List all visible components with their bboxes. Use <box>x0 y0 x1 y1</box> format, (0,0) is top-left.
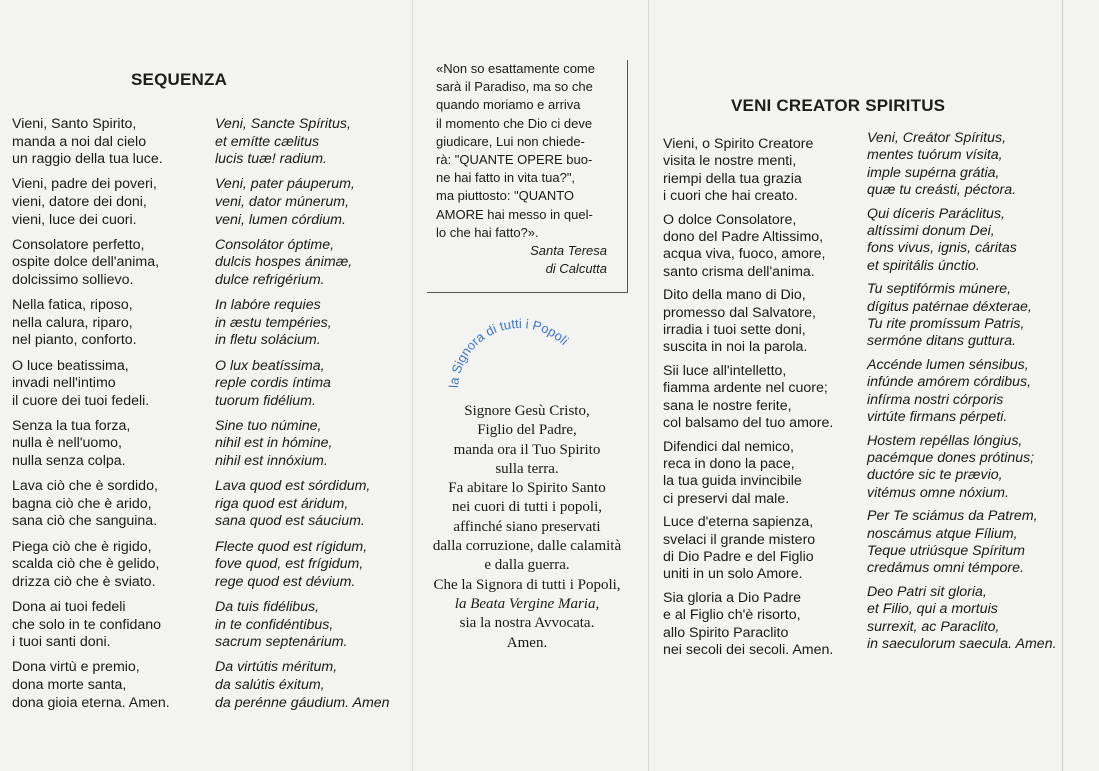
stanza <box>663 439 833 509</box>
page-edge <box>1062 0 1063 771</box>
verse-line: infúnde amórem córdibus, <box>867 374 1032 391</box>
verse-line: Dona virtù e premio, <box>12 659 140 676</box>
veni-latin-column <box>867 130 1057 659</box>
verse-line: Vieni, Santo Spirito, <box>12 116 137 132</box>
verse-line: nulla senza colpa. <box>12 453 126 470</box>
verse-line: nella calura, riparo, <box>12 314 133 331</box>
sequenza-latin-column <box>215 116 390 720</box>
verse-line: et Filio, qui a mortuis <box>867 601 998 618</box>
stanza <box>663 212 833 282</box>
verse-line: virtúte firmans pérpeti. <box>867 409 1008 426</box>
quote-line: lo che hai fatto?». <box>436 224 539 240</box>
verse-line: Tu septifórmis múnere, <box>867 281 1012 298</box>
verse-line: mentes tuórum vísita, <box>867 147 1003 164</box>
verse-line: Deo Patri sit gloria, <box>867 583 987 600</box>
verse-line: col balsamo del tuo amore. <box>663 415 834 432</box>
prayer-line: la Beata Vergine Maria, <box>454 595 600 612</box>
verse-line: nel pianto, conforto. <box>12 332 137 349</box>
verse-line: dulce refrigérium. <box>215 271 325 288</box>
verse-line: Teque utriúsque Spíritum <box>867 542 1025 559</box>
verse-line: Luce d'eterna sapienza, <box>663 514 814 531</box>
stanza <box>215 358 390 411</box>
verse-line: visita le nostre menti, <box>663 153 797 170</box>
quote-line: ma piuttosto: "QUANTO <box>436 188 575 204</box>
stanza <box>215 659 390 712</box>
verse-line: pacémque dones prótinus; <box>867 449 1035 466</box>
quote-line: sarà il Paradiso, ma so che <box>436 79 593 95</box>
stanza <box>215 418 390 471</box>
stanza <box>12 659 170 712</box>
signora-prayer <box>412 402 642 653</box>
verse-line: sacrum septenárium. <box>215 634 348 651</box>
stanza <box>12 599 170 652</box>
verse-line: Flecte quod est rígidum, <box>215 538 368 555</box>
verse-line: et spiritális únctio. <box>867 257 980 274</box>
arc-title-text: la Signora di tutti i Popoli <box>446 315 572 389</box>
verse-line: scalda ciò che è gelido, <box>12 556 160 573</box>
prayer-line: Amen. <box>506 634 548 651</box>
arc-title-signora <box>440 312 590 402</box>
arc-title-svg <box>440 312 590 397</box>
verse-line: vitémus omne nóxium. <box>867 484 1009 501</box>
verse-line: il cuore dei tuoi fedeli. <box>12 392 150 409</box>
prayer-line: affinché siano preservati <box>453 518 601 535</box>
quote-line: quando moriamo e arriva <box>436 97 581 113</box>
stanza <box>215 539 390 592</box>
verse-line: ospite dolce dell'anima, <box>12 254 160 271</box>
verse-line: vieni, datore dei doni, <box>12 193 147 210</box>
verse-line: O lux beatíssima, <box>215 357 325 374</box>
verse-line: Consolatore perfetto, <box>12 236 145 253</box>
verse-line: nei secoli dei secoli. Amen. <box>663 641 834 658</box>
verse-line: in te confidéntibus, <box>215 616 334 633</box>
verse-line: Vieni, o Spirito Creatore <box>663 136 814 152</box>
verse-line: suscita in noi la parola. <box>663 339 808 356</box>
verse-line: dolcissimo sollievo. <box>12 271 134 288</box>
veni-creator-title: VENI CREATOR SPIRITUS <box>731 96 946 115</box>
stanza <box>867 584 1057 654</box>
verse-line: veni, dator múnerum, <box>215 193 350 210</box>
stanza <box>215 297 390 350</box>
verse-line: Consolátor óptime, <box>215 236 335 253</box>
verse-line: invadi nell'intimo <box>12 375 116 392</box>
verse-line: Vieni, padre dei poveri, <box>12 176 157 193</box>
stanza <box>867 357 1057 427</box>
verse-line: Accénde lumen sénsibus, <box>867 356 1029 373</box>
verse-line: ductóre sic te prævio, <box>867 467 1003 484</box>
verse-line: Senza la tua forza, <box>12 417 131 434</box>
verse-line: noscámus atque Fílium, <box>867 525 1018 542</box>
verse-line: Tu rite promíssum Patris, <box>867 316 1025 333</box>
verse-line: svelaci il grande mistero <box>663 531 816 548</box>
prayer-line: Figlio del Padre, <box>477 422 577 439</box>
verse-line: Sia gloria a Dio Padre <box>663 589 802 606</box>
verse-line: Da virtútis méritum, <box>215 659 338 676</box>
sequenza-title: SEQUENZA <box>131 70 228 89</box>
verse-line: dona gioia eterna. Amen. <box>12 694 170 711</box>
verse-line: uniti in un solo Amore. <box>663 566 803 583</box>
verse-line: lucis tuæ! radium. <box>215 151 327 168</box>
verse-line: i cuori che hai creato. <box>663 188 798 205</box>
verse-line: Sine tuo númine, <box>215 417 322 434</box>
quote-line: ne hai fatto in vita tua?", <box>436 170 576 186</box>
sequenza-italian-column <box>12 116 170 720</box>
stanza <box>867 130 1057 200</box>
stanza <box>663 136 833 206</box>
verse-line: fons vivus, ignis, cáritas <box>867 240 1017 257</box>
stanza <box>663 363 833 433</box>
prayer-line: nei cuori di tutti i popoli, <box>452 499 602 516</box>
fold-line-left <box>412 0 413 771</box>
stanza <box>12 297 170 350</box>
mother-teresa-quote-box <box>427 60 628 293</box>
stanza <box>867 508 1057 578</box>
stanza <box>12 237 170 290</box>
verse-line: la tua guida invincibile <box>663 473 802 490</box>
stanza <box>12 539 170 592</box>
verse-line: Per Te sciámus da Patrem, <box>867 508 1038 525</box>
prayer-line: Signore Gesù Cristo, <box>464 403 590 419</box>
prayer-line: Che la Signora di tutti i Popoli, <box>433 576 621 593</box>
verse-line: dono del Padre Altissimo, <box>663 229 824 246</box>
verse-line: fiamma ardente nel cuore; <box>663 380 828 397</box>
verse-line: infírma nostri córporis <box>867 391 1004 408</box>
stanza <box>867 206 1057 276</box>
verse-line: Veni, Creátor Spíritus, <box>867 130 1007 146</box>
verse-line: drizza ciò che è sviato. <box>12 573 156 590</box>
verse-line: Nella fatica, riposo, <box>12 297 133 314</box>
stanza <box>663 590 833 660</box>
prayer-line: sia la nostra Avvocata. <box>459 615 595 632</box>
verse-line: nihil est in hómine, <box>215 435 333 452</box>
verse-line: allo Spirito Paraclito <box>663 624 789 641</box>
verse-line: dígitus patérnae déxterae, <box>867 298 1032 315</box>
verse-line: i tuoi santi doni. <box>12 634 111 651</box>
verse-line: Sii luce all'intelletto, <box>663 362 787 379</box>
verse-line: Piega ciò che è rigido, <box>12 538 152 555</box>
verse-line: O luce beatissima, <box>12 357 129 374</box>
verse-line: bagna ciò che è arido, <box>12 495 152 512</box>
verse-line: irradia i tuoi sette doni, <box>663 322 806 339</box>
verse-line: reple cordis íntima <box>215 375 331 392</box>
verse-line: rege quod est dévium. <box>215 573 356 590</box>
verse-line: un raggio della tua luce. <box>12 151 163 168</box>
verse-line: Veni, Sancte Spíritus, <box>215 116 351 132</box>
quote-line: giudicare, Lui non chiede- <box>436 133 585 149</box>
quote-line: il momento che Dio ci deve <box>436 115 593 131</box>
verse-line: sana quod est sáucium. <box>215 513 365 530</box>
stanza <box>12 478 170 531</box>
verse-line: promesso dal Salvatore, <box>663 304 816 321</box>
verse-line: ci preservi dal male. <box>663 490 790 507</box>
stanza <box>867 433 1057 503</box>
verse-line: in fletu solácium. <box>215 332 321 349</box>
verse-line: Dito della mano di Dio, <box>663 287 806 304</box>
verse-line: riempi della tua grazia <box>663 170 802 187</box>
prayer-line: sulla terra. <box>495 460 559 477</box>
quote-signature: di Calcutta <box>545 261 607 277</box>
verse-line: manda a noi dal cielo <box>12 133 147 150</box>
quote-signature: Santa Teresa <box>530 243 607 259</box>
verse-line: da salútis éxitum, <box>215 676 325 693</box>
stanza <box>215 116 390 169</box>
verse-line: e al Figlio ch'è risorto, <box>663 607 801 624</box>
prayer-line: dalla corruzione, dalle calamità <box>432 538 622 555</box>
verse-line: da perénne gáudium. Amen <box>215 694 390 711</box>
verse-line: tuorum fidélium. <box>215 392 316 409</box>
verse-line: Dona ai tuoi fedeli <box>12 599 126 615</box>
quote-line: AMORE hai messo in quel- <box>436 206 593 222</box>
verse-line: imple supérna grátia, <box>867 164 1000 181</box>
verse-line: nulla è nell'uomo, <box>12 435 122 452</box>
fold-line-right <box>648 0 649 771</box>
verse-line: Lava quod est sórdidum, <box>215 478 371 495</box>
verse-line: dulcis hospes ánimæ, <box>215 254 353 271</box>
verse-line: et emítte cælitus <box>215 133 320 150</box>
stanza <box>12 176 170 229</box>
verse-line: dona morte santa, <box>12 676 127 693</box>
prayer-line: Fa abitare lo Spirito Santo <box>448 480 606 497</box>
verse-line: Da tuis fidélibus, <box>215 599 320 615</box>
verse-line: sana le nostre ferite, <box>663 397 792 414</box>
quote-line: «Non so esattamente come <box>436 61 595 76</box>
verse-line: veni, lumen córdium. <box>215 211 346 228</box>
prayer-line: manda ora il Tuo Spirito <box>453 441 601 458</box>
verse-line: riga quod est áridum, <box>215 495 349 512</box>
verse-line: in saeculorum saecula. Amen. <box>867 635 1057 652</box>
verse-line: santo crisma dell'anima. <box>663 263 815 280</box>
verse-line: O dolce Consolatore, <box>663 211 797 228</box>
stanza <box>215 176 390 229</box>
verse-line: che solo in te confidano <box>12 616 162 633</box>
verse-line: acqua viva, fuoco, amore, <box>663 246 826 263</box>
stanza <box>12 358 170 411</box>
verse-line: Qui díceris Paráclitus, <box>867 205 1005 222</box>
verse-line: sana ciò che sanguina. <box>12 513 158 530</box>
verse-line: reca in dono la pace, <box>663 455 795 472</box>
quote-line: rà: "QUANTE OPERE buo- <box>436 152 593 168</box>
verse-line: di Dio Padre e del Figlio <box>663 548 814 565</box>
stanza <box>663 287 833 357</box>
stanza <box>215 237 390 290</box>
verse-line: Lava ciò che è sordido, <box>12 478 158 495</box>
verse-line: Difendici dal nemico, <box>663 438 794 455</box>
prayer-line: e dalla guerra. <box>484 557 570 574</box>
verse-line: fove quod, est frígidum, <box>215 556 364 573</box>
verse-line: in æstu tempéries, <box>215 314 332 331</box>
verse-line: altíssimi donum Dei, <box>867 223 995 240</box>
stanza <box>12 116 170 169</box>
stanza <box>867 281 1057 351</box>
veni-italian-column <box>663 136 833 665</box>
stanza <box>215 478 390 531</box>
verse-line: credámus omni témpore. <box>867 560 1024 577</box>
verse-line: quæ tu creásti, péctora. <box>867 182 1017 199</box>
verse-line: sermóne ditans guttura. <box>867 333 1017 350</box>
verse-line: Veni, pater páuperum, <box>215 176 355 193</box>
stanza <box>215 599 390 652</box>
verse-line: vieni, luce dei cuori. <box>12 211 137 228</box>
stanza <box>663 514 833 584</box>
verse-line: In labóre requies <box>215 297 321 314</box>
verse-line: nihil est innóxium. <box>215 453 328 470</box>
stanza <box>12 418 170 471</box>
verse-line: Hostem repéllas lóngius, <box>867 432 1023 449</box>
verse-line: surrexit, ac Paraclito, <box>867 618 1000 635</box>
